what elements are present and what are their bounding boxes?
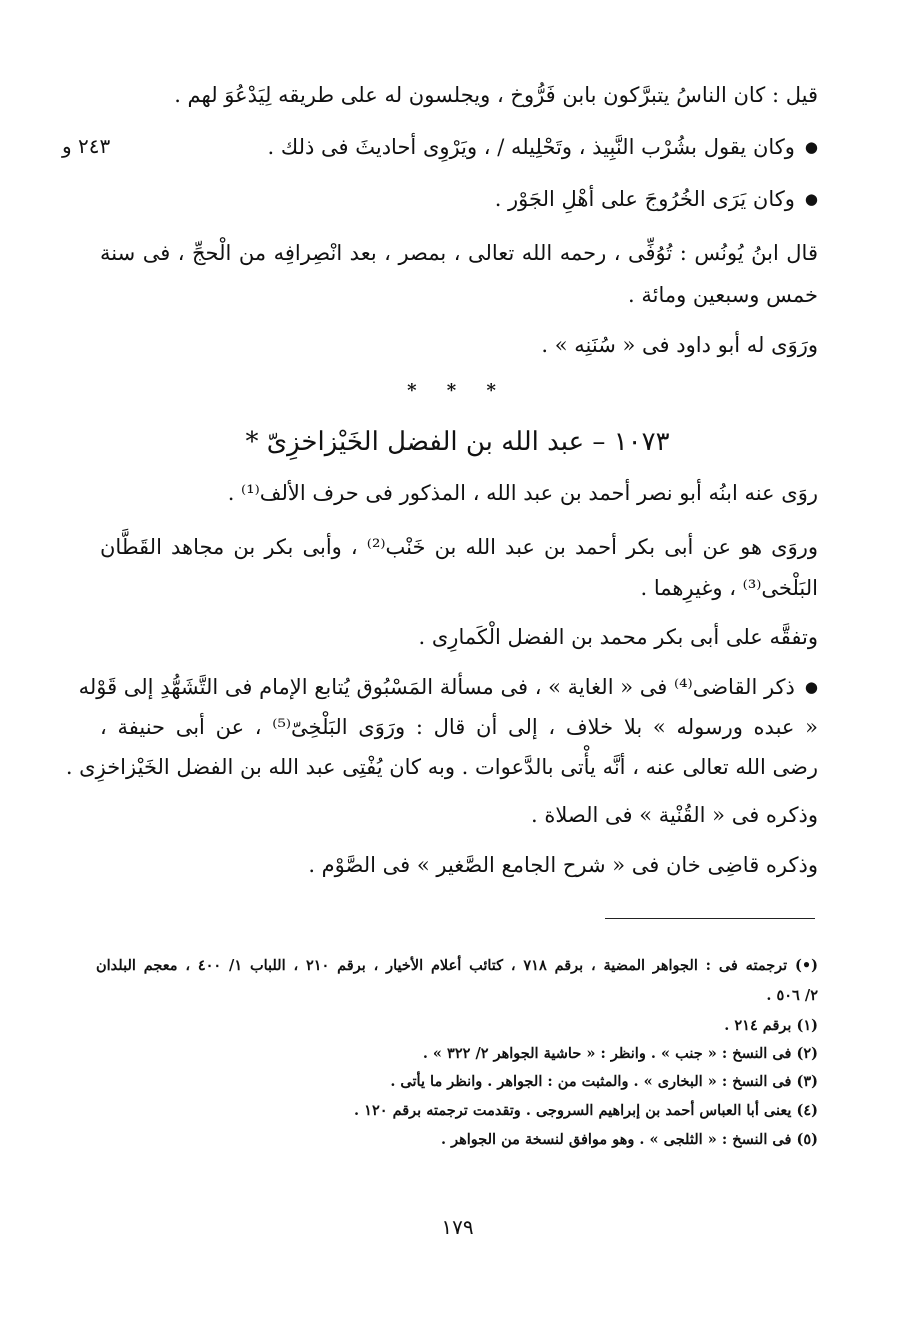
body-line-3: البَلْخى⁽³⁾ ، وغيرِهما .	[640, 576, 818, 600]
body-line-8: وذكره فى « القُنْية » فى الصلاة .	[530, 803, 818, 827]
footnote-1: (١) برقم ٢١٤ .	[724, 1017, 818, 1034]
footnote-5: (٥) فى النسخ : « الثلجى » . وهو موافق لنسخة من الجواهر .	[440, 1131, 818, 1148]
body-line-7: رضى الله تعالى عنه ، أنَّه يأْتى بالدَّعوات . وبه كان يُفْتِى عبد الله بن الفضل الخَيْزاخزِى .	[65, 755, 818, 779]
text-line-3: ● وكان يَرَى الخُرُوجَ على أهْلِ الجَوْر .	[495, 184, 818, 214]
text-line-4: قال ابنُ يُونُس : تُوُفِّى ، رحمه الله تعالى ، بمصر ، بعد انْصِرافِه من الْحجِّ ، فى سنة	[100, 241, 818, 265]
section-separator: * * *	[407, 380, 508, 401]
body-line-6: « عبده ورسوله » بلا خلاف ، إلى أن قال : ورَوَى البَلْخِىّ⁽⁵⁾ ، عن أبى حنيفة ،	[100, 715, 818, 739]
page-number: ١٧٩	[441, 1215, 474, 1239]
body-line-4: وتفقَّه على أبى بكر محمد بن الفضل الْكَمارِى .	[418, 625, 818, 649]
footnote-4: (٤) يعنى أبا العباس أحمد بن إبراهيم السروجى . وتقدمت ترجمته برقم ١٢٠ .	[354, 1102, 818, 1119]
footnote-3: (٣) فى النسخ : « البخارى » . والمثبت من : الجواهر . وانظر ما يأتى .	[390, 1073, 818, 1090]
body-line-5: ● ذكر القاضى⁽⁴⁾ فى « الغاية » ، فى مسألة المَسْبُوق يُتابع الإمام فى التَّشَهُّدِ إلى قَوْله	[100, 672, 818, 702]
footnote-star-line-1: (•) ترجمته فى : الجواهر المضية ، برقم ٧١٨ ، كتائب أعلام الأخيار ، برقم ٢١٠ ، اللباب ١/ ٤٠٠ ، معجم البلدان	[96, 957, 819, 974]
footnote-star-line-2: ٢/ ٥٠٦ .	[766, 987, 818, 1004]
body-line-1: روَى عنه ابنُه أبو نصر أحمد بن عبد الله ، المذكور فى حرف الألف⁽¹⁾ .	[227, 481, 818, 505]
entry-title: ١٠٧٣ – عبد الله بن الفضل الخَيْزاخزِىّ *	[245, 427, 670, 457]
body-line-9: وذكره قاضِى خان فى « شرح الجامع الصَّغير » فى الصَّوْم .	[308, 853, 818, 877]
text-line-1: قيل : كان الناسُ يتبرَّكون بابن فَرُّوخ ، ويجلسون له على طريقه لِيَدْعُوَ لهم .	[174, 83, 818, 107]
body-line-2: وروَى هو عن أبى بكر أحمد بن عبد الله بن خَنْب⁽²⁾ ، وأبى بكر بن مجاهد القَطَّان	[100, 535, 818, 559]
text-line-2: ● وكان يقول بشُرْب النَّبِيذ ، وتَحْلِيله / ، ويَرْوِى أحاديثَ فى ذلك .	[268, 132, 818, 162]
footnote-divider	[605, 918, 815, 919]
margin-folio-note: ٢٤٣ و	[62, 134, 111, 158]
text-line-6: ورَوَى له أبو داود فى « سُنَنِه » .	[541, 333, 818, 357]
text-line-5: خمس وسبعين ومائة .	[627, 283, 818, 307]
footnote-2: (٢) فى النسخ : « جنب » . وانظر : « حاشية الجواهر ٢/ ٣٢٢ » .	[422, 1045, 818, 1062]
